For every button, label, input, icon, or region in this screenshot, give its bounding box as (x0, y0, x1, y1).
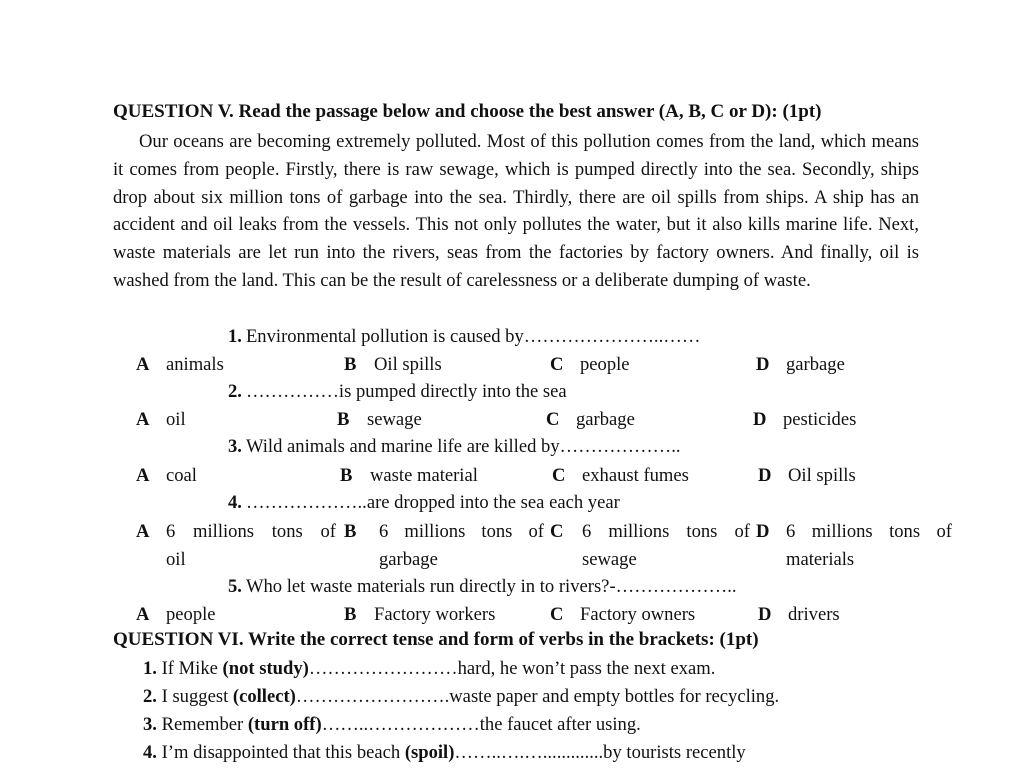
item-text-post: ……..………………the faucet after using. (321, 714, 641, 735)
item-text-pre: Remember (161, 714, 248, 735)
verb-item-4 (143, 742, 746, 764)
option-text: Oil spills (788, 465, 856, 486)
question-number: 5. (228, 576, 242, 597)
question-3 (228, 436, 681, 458)
q5-option-c[interactable] (550, 601, 695, 629)
option-text: sewage (367, 409, 422, 430)
option-letter: A (136, 521, 150, 542)
item-text-post: …………………….waste paper and empty bottles for recycling. (295, 686, 780, 707)
question-number: 2. (228, 381, 242, 402)
option-text-line1: 6 millions tons of (582, 521, 750, 542)
question-text: Wild animals and marine life are killed by……………….. (245, 436, 681, 457)
question-6-title: QUESTION VI. Write the correct tense and form of verbs in the brackets: (1pt) (113, 629, 759, 650)
q3-option-c[interactable] (552, 462, 689, 490)
option-letter: C (550, 521, 564, 542)
item-verb: (spoil) (404, 742, 455, 763)
q2-option-d[interactable] (753, 406, 856, 434)
question-number: 1. (228, 326, 242, 347)
option-letter: C (550, 354, 564, 375)
q1-option-d[interactable] (756, 351, 845, 379)
question-2 (228, 381, 567, 403)
option-text: pesticides (783, 409, 857, 430)
option-letter: A (136, 354, 150, 375)
option-text: oil (166, 409, 186, 430)
q5-option-a[interactable] (136, 601, 216, 629)
option-letter: D (756, 521, 770, 542)
option-letter: C (552, 465, 566, 486)
question-number: 3. (228, 436, 242, 457)
q5-option-d[interactable] (758, 601, 840, 629)
question-1 (228, 326, 700, 348)
option-letter: A (136, 465, 150, 486)
option-letter: A (136, 604, 150, 625)
option-text-line2: oil (166, 549, 186, 570)
option-text-line1: 6 millions tons of (786, 521, 952, 542)
item-verb: (not study) (222, 658, 309, 679)
q3-option-d[interactable] (758, 462, 856, 490)
question-text: Who let waste materials run directly in to rivers?-……………….. (245, 576, 737, 597)
passage-text: Our oceans are becoming extremely polluted. Most of this pollution comes from the land, which means it comes from people. Firstly, there is raw sewage, which is pumped directly into the sea. Secondly, ships drop about six million tons of garbage into the sea. Thirdly, there are oil spills from ships. A ship has an accident and oil leaks from the vessels. This not only pollutes the water, but it also kills marine life. Next, waste materials are let run into the rivers, seas from the factories by factory owners. And finally, oil is washed from the land. This can be the result of carelessness or a deliberate dumping of waste. (113, 131, 919, 291)
option-letter: D (756, 354, 770, 375)
option-text: garbage (786, 354, 845, 375)
item-number: 3. (143, 714, 157, 735)
verb-item-2 (143, 686, 779, 708)
option-text: coal (166, 465, 197, 486)
option-letter: D (758, 465, 772, 486)
verb-item-1 (143, 658, 715, 680)
option-text: people (580, 354, 630, 375)
q1-option-a[interactable] (136, 351, 224, 379)
item-number: 2. (143, 686, 157, 707)
item-text-pre: I suggest (161, 686, 233, 707)
option-text: exhaust fumes (582, 465, 689, 486)
q4-option-c[interactable] (550, 518, 760, 574)
option-text: garbage (576, 409, 635, 430)
option-letter: C (546, 409, 560, 430)
option-text-line2: materials (786, 549, 855, 570)
question-5-title: QUESTION V. Read the passage below and choose the best answer (A, B, C or D): (1pt) (113, 101, 822, 122)
option-text-line1: 6 millions tons of (379, 521, 544, 542)
question-4 (228, 492, 620, 514)
option-text-line1: 6 millions tons of (166, 521, 336, 542)
option-letter: D (753, 409, 767, 430)
question-text: Environmental pollution is caused by…………………..…… (245, 326, 701, 347)
q3-option-b[interactable] (340, 462, 478, 490)
option-text: Factory workers (374, 604, 496, 625)
q4-option-d[interactable] (756, 518, 956, 574)
reading-passage (113, 128, 919, 295)
q4-option-a[interactable] (136, 518, 346, 574)
verb-item-3 (143, 714, 641, 736)
item-verb: (turn off) (247, 714, 322, 735)
option-text: animals (166, 354, 224, 375)
question-text: ………………..are dropped into the sea each year (245, 492, 620, 513)
option-letter: C (550, 604, 564, 625)
option-letter: B (344, 604, 357, 625)
option-letter: A (136, 409, 150, 430)
item-number: 4. (143, 742, 157, 763)
item-text-pre: I’m disappointed that this beach (161, 742, 405, 763)
question-number: 4. (228, 492, 242, 513)
option-text: waste material (370, 465, 478, 486)
question-text: ……………is pumped directly into the sea (245, 381, 567, 402)
option-text: Oil spills (374, 354, 442, 375)
q5-option-b[interactable] (344, 601, 495, 629)
q3-option-a[interactable] (136, 462, 197, 490)
option-letter: D (758, 604, 772, 625)
item-text-pre: If Mike (161, 658, 223, 679)
item-verb: (collect) (232, 686, 296, 707)
q1-option-c[interactable] (550, 351, 630, 379)
option-text: drivers (788, 604, 840, 625)
option-letter: B (344, 354, 357, 375)
option-text-line2: garbage (379, 549, 438, 570)
option-text: people (166, 604, 216, 625)
option-letter: B (340, 465, 353, 486)
q1-option-b[interactable] (344, 351, 442, 379)
question-5 (228, 576, 737, 598)
option-letter: B (344, 521, 357, 542)
q2-option-b[interactable] (337, 406, 422, 434)
option-text: Factory owners (580, 604, 696, 625)
item-text-post: ……..….….............by tourists recently (454, 742, 746, 763)
option-letter: B (337, 409, 350, 430)
item-text-post: ……………………hard, he won’t pass the next exam. (308, 658, 716, 679)
option-text-line2: sewage (582, 549, 637, 570)
item-number: 1. (143, 658, 157, 679)
q2-option-c[interactable] (546, 406, 635, 434)
q2-option-a[interactable] (136, 406, 186, 434)
q4-option-b[interactable] (344, 518, 554, 574)
